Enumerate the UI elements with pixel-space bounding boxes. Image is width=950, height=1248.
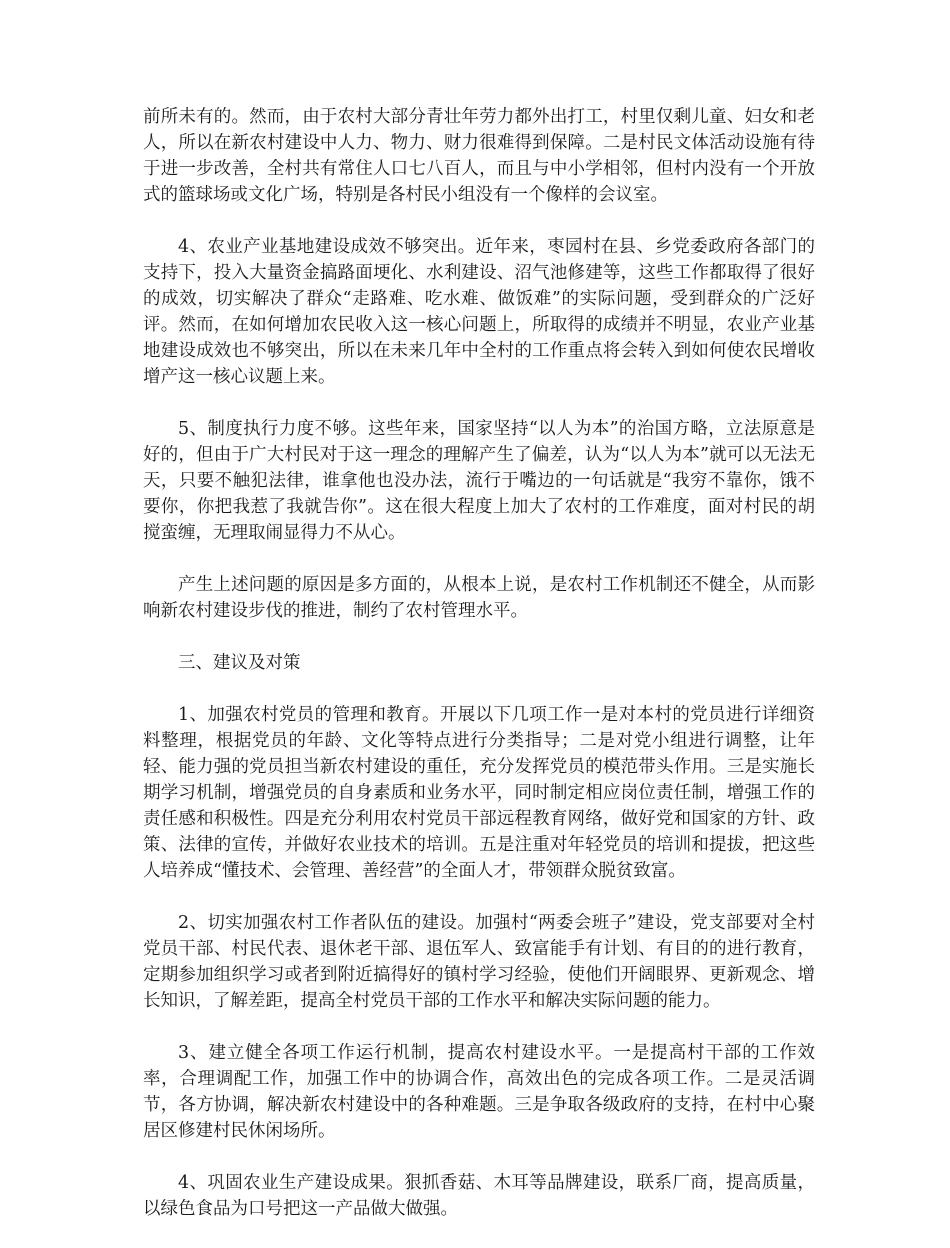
- section-heading-suggestions: 三、建议及对策: [178, 653, 301, 673]
- paragraph-item-5-enforcement: 5、制度执行力度不够。这些年来，国家坚持“以人为本”的治国方略，立法原意是好的，但由于广大村民对于这一理念的理解产生了偏差，认为“以人为本”就可以无法无天，只要不触犯法律，谁拿他也没办法，流行于嘴边的一句话就是“我穷不靠你，饿不要你，你把我惹了我就告你”。这在很大程度上加大了农村的工作难度，面对村民的胡搅蛮缠，无理取闹显得力不从心。: [143, 419, 815, 543]
- paragraph-suggestion-2-workforce: 2、切实加强农村工作者队伍的建设。加强村“两委会班子”建设，党支部要对全村党员干部、村民代表、退休老干部、退伍军人、致富能手有计划、有目的的进行教育，定期参加组织学习或者到附近搞得好的镇村学习经验，使他们开阔眼界、更新观念、增长知识，了解差距，提高全村党员干部的工作水平和解决实际问题的能力。: [143, 913, 815, 1011]
- paragraph-item-4-industry-base: 4、农业产业基地建设成效不够突出。近年来，枣园村在县、乡党委政府各部门的支持下，投入大量资金搞路面埂化、水利建设、沼气池修建等，这些工作都取得了很好的成效，切实解决了群众“走路难、吃水难、做饭难”的实际问题，受到群众的广泛好评。然而，在如何增加农民收入这一核心问题上，所取得的成绩并不明显，农业产业基地建设成效也不够突出，所以在未来几年中全村的工作重点将会转入到如何使农民增收增产这一核心议题上来。: [143, 237, 815, 387]
- paragraph-continuation: 前所未有的。然而，由于农村大部分青壮年劳力都外出打工，村里仅剩儿童、妇女和老人，所以在新农村建设中人力、物力、财力很难得到保障。二是村民文体活动设施有待于进一步改善，全村共有常住人口七八百人，而且与中小学相邻，但村内没有一个开放式的篮球场或文化广场，特别是各村民小组没有一个像样的会议室。: [143, 107, 815, 205]
- paragraph-causes: 产生上述问题的原因是多方面的，从根本上说，是农村工作机制还不健全，从而影响新农村建设步伐的推进，制约了农村管理水平。: [143, 575, 815, 621]
- paragraph-suggestion-3-mechanisms: 3、建立健全各项工作运行机制，提高农村建设水平。一是提高村干部的工作效率，合理调配工作，加强工作中的协调合作，高效出色的完成各项工作。二是灵活调节，各方协调，解决新农村建设中的各种难题。三是争取各级政府的支持，在村中心聚居区修建村民休闲场所。: [143, 1043, 815, 1141]
- paragraph-suggestion-1-party-members: 1、加强农村党员的管理和教育。开展以下几项工作一是对本村的党员进行详细资料整理，根据党员的年龄、文化等特点进行分类指导；二是对党小组进行调整，让年轻、能力强的党员担当新农村建设的重任，充分发挥党员的模范带头作用。三是实施长期学习机制，增强党员的自身素质和业务水平，同时制定相应岗位责任制，增强工作的责任感和积极性。四是充分利用农村党员干部远程教育网络，做好党和国家的方针、政策、法律的宣传，并做好农业技术的培训。五是注重对年轻党员的培训和提拔，把这些人培养成“懂技术、会管理、善经营”的全面人才，带领群众脱贫致富。: [143, 705, 815, 881]
- document-body: [143, 104, 815, 1248]
- paragraph-suggestion-4-agriculture: 4、巩固农业生产建设成果。狠抓香菇、木耳等品牌建设，联系厂商，提高质量，以绿色食品为口号把这一产品做大做强。: [143, 1173, 815, 1219]
